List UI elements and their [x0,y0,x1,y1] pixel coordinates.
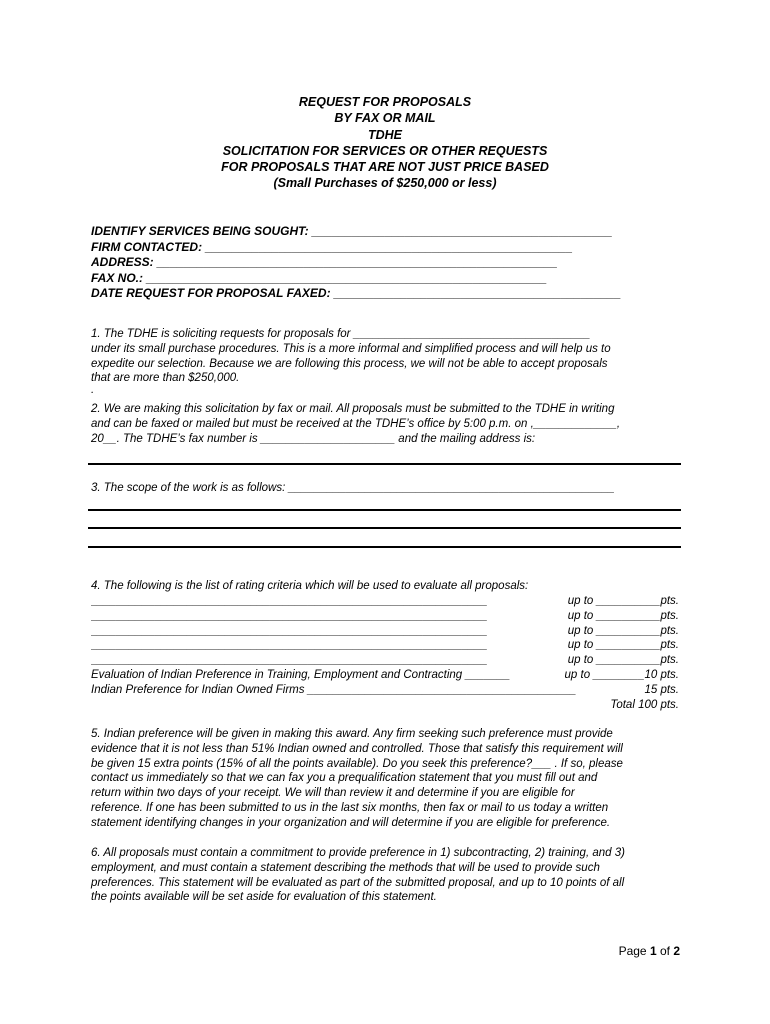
document-title [0,94,770,192]
criteria-points: 15 pts. [644,683,679,696]
criteria-name: ______________________________________________________________ [91,624,488,637]
text-line: 20__. The TDHE’s fax number is _____________________ and the mailing address is: [91,432,536,445]
title-line: (Small Purchases of $250,000 or less) [273,176,497,191]
text-line: expedite our selection. Because we are following this process, we will not be able to accept proposals [91,357,608,370]
text-line: and can be faxed or mailed but must be received at the TDHE’s office by 5:00 p.m. on ,_____________, [91,417,621,430]
text-line: preferences. This statement will be evaluated as part of the submitted proposal, and up to 10 points of all [91,876,625,889]
current-page: 1 [649,944,657,958]
paragraph-5 [91,727,681,831]
criteria-row[interactable] [91,683,679,698]
paragraph-6 [91,846,681,905]
criteria-total: Total 100 pts. [610,698,679,711]
scope-rule [88,527,681,529]
text-line: be given 15 extra points (15% of all the points available). Do you seek this preference?___ . If so, please [91,757,623,770]
page-label: Page [618,944,650,958]
text-line: 2. We are making this solicitation by fax or mail. All proposals must be submitted to the TDHE in writing [91,403,615,415]
paragraph-3 [91,481,681,496]
criteria-points: up to __________pts. [567,595,679,607]
criteria-name: Evaluation of Indian Preference in Training, Employment and Contracting _______ [91,668,511,681]
scope-rule [88,509,681,511]
text-line: 3. The scope of the work is as follows: ___________________________________________________ [91,482,615,494]
paragraph-4-intro [91,579,681,594]
criteria-row[interactable] [91,609,679,624]
title-line: TDHE [367,127,403,142]
text-line: evidence that it is not less than 51% Indian owned and controlled. Those that satisfy this requirement will [91,742,623,755]
text-line: 5. Indian preference will be given in making this award. Any firm seeking such preference must provide [91,728,613,740]
form-fields [91,224,681,302]
text-line: 4. The following is the list of rating criteria which will be used to evaluate all proposals: [91,580,529,592]
criteria-name: ______________________________________________________________ [91,654,488,667]
text-line: that are more than $250,000. [91,372,240,385]
title-line: REQUEST FOR PROPOSALS [298,95,472,109]
scope-rule [88,546,681,548]
text-line: reference. If one has been submitted to us in the last six months, then fax or mail to us today a written [91,801,609,814]
fax-number-field[interactable]: FAX NO.: ____________________________________________________________ [91,270,547,285]
criteria-row[interactable] [91,594,679,609]
text-line: . [91,384,95,397]
criteria-row[interactable] [91,653,679,668]
text-line: 1. The TDHE is soliciting requests for proposals for _____________________________________ [91,328,591,340]
date-faxed-field[interactable]: DATE REQUEST FOR PROPOSAL FAXED: ___________________________________________ [91,286,621,300]
criteria-name: Indian Preference for Indian Owned Firms __________________________________________ [91,683,577,696]
title-line: SOLICITATION FOR SERVICES OR OTHER REQUESTS [222,143,548,158]
criteria-points: up to __________pts. [567,639,679,652]
paragraph-1 [91,327,681,395]
total-pages: 2 [673,944,680,958]
text-line: 6. All proposals must contain a commitment to provide preference in 1) subcontracting, 2) training, and 3) [91,847,625,859]
page-separator: of [656,944,674,958]
criteria-row[interactable] [91,638,679,653]
rating-criteria-list [91,594,679,712]
paragraph-2 [91,402,681,446]
address-field[interactable]: ADDRESS: ____________________________________________________________ [91,255,558,269]
text-line: contact us immediately so that we can fax you a prequalification statement that you must fill out and [91,772,598,785]
criteria-points: up to __________pts. [567,609,679,622]
text-line: statement identifying changes in your organization and will determine if you are eligible for preference. [91,816,611,829]
services-sought-field[interactable]: IDENTIFY SERVICES BEING SOUGHT: _____________________________________________ [91,224,613,238]
text-line: employment, and must contain a statement describing the methods that will be used to provide such [91,861,600,874]
criteria-name: ______________________________________________________________ [91,639,488,652]
page-number-footer [619,944,680,958]
text-line: the points available will be set aside for evaluation of this statement. [91,891,437,904]
title-line: BY FAX OR MAIL [334,111,436,126]
criteria-row[interactable] [91,624,679,639]
text-line: under its small purchase procedures. This is a more informal and simplified process and will help us to [91,342,611,355]
address-rule [88,463,681,465]
criteria-name: ______________________________________________________________ [91,609,488,622]
firm-contacted-field[interactable]: FIRM CONTACTED: _______________________________________________________ [91,239,573,254]
criteria-row[interactable] [91,668,679,683]
criteria-points: up to ________10 pts. [564,668,679,681]
criteria-points: up to __________pts. [567,624,679,637]
title-line: FOR PROPOSALS THAT ARE NOT JUST PRICE BASED [221,160,549,175]
text-line: return within two days of your receipt. We will than review it and determine if you are eligible for [91,787,575,800]
criteria-name: ______________________________________________________________ [91,595,488,607]
criteria-points: up to __________pts. [567,654,679,667]
